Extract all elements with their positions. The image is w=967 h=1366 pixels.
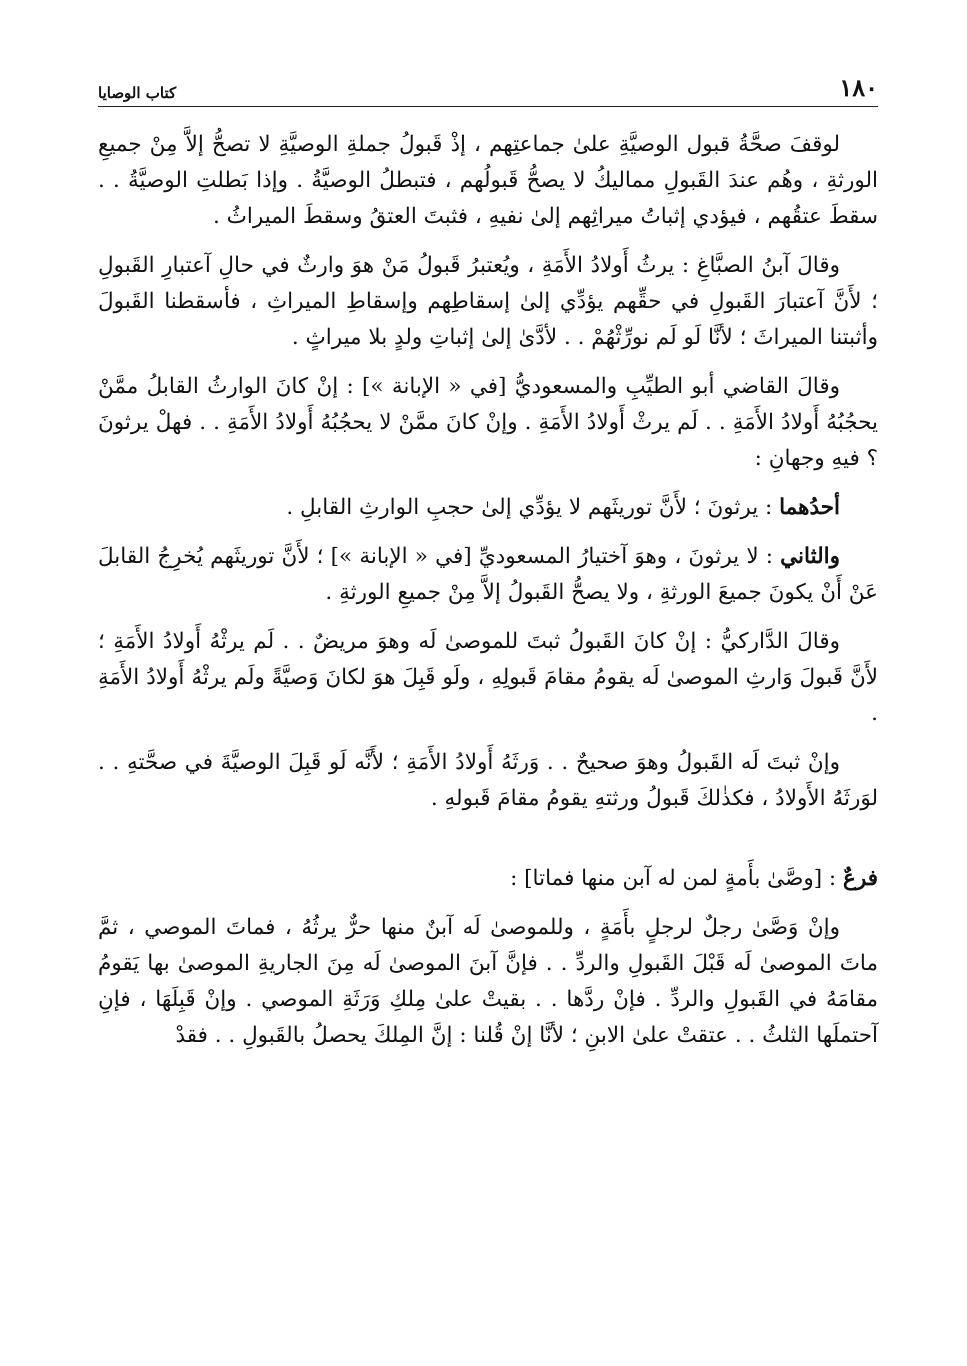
- paragraph-text: وإنْ ثبتَ لَه القَبولُ وهوَ صحيحٌ . . وَرثَهُ أَولادُ الأَمَةِ ؛ لأَنَّه لَو قَبِلَ الوصيَّةَ في صحَّتهِ . . لوَرثَهُ الأَولادُ ، فكذٰلكَ قَبولُ ورثتهِ يقومُ مقامَ قَبولهِ .: [98, 750, 878, 811]
- document-page: [98, 72, 878, 1067]
- running-title: كتاب الوصايا: [98, 84, 177, 102]
- paragraph-text: وإنْ وَصَّىٰ رجلٌ لرجلٍ بأَمَةٍ ، وللموصىٰ لَه آبنٌ منها حرٌّ يرثُهُ ، فماتَ الموصي ، ثمَّ ماتَ الموصىٰ لَه قَبْلَ القَبولِ والردِّ . . فإنَّ آبنَ الموصىٰ لَه مِنَ الجاريةِ الموصىٰ بها يَقومُ مقامَهُ في القَبولِ والردِّ . فإنْ ردَّها . . بقيتْ علىٰ مِلكِ وَرَثَةِ الموصي . وإنْ قَبِلَهَا ، فإنِ آحتملَها الثلثُ . . عتقتْ علىٰ الابنِ ؛ لأنَّا إنْ قُلنا : إنَّ المِلكَ يحصلُ بالقَبولِ . . فقدْ: [98, 915, 878, 1048]
- paragraph-3: [98, 369, 878, 477]
- paragraph-7: [98, 745, 878, 817]
- paragraph-6: [98, 624, 878, 732]
- page-number: ١٨٠: [839, 73, 878, 102]
- paragraph-text: وقالَ آبنُ الصبَّاغِ : يرثُ أَولادُ الأَمَةِ ، ويُعتبرُ قَبولُ مَنْ هوَ وارثٌ في حالِ آعتبارِ القَبولِ ؛ لأَنَّ آعتبارَ القَبولِ في حقِّهم يؤدِّي إلىٰ إسقاطِهم وإسقاطِ الميراثِ ، فأسقطنا القَبولَ وأثبتنا الميراثَ ؛ لأنَّا لَو لَم نورِّثْهُمْ . . لأدَّىٰ إلىٰ إثباتِ ولدٍ بلا ميراثٍ .: [98, 253, 878, 350]
- section-heading-far: [98, 861, 878, 897]
- section-heading-lead: فرعٌ: [843, 866, 878, 891]
- paragraph-text: لوقفَ صحَّةُ قبول الوصيَّةِ علىٰ جماعتِهم ، إذْ قَبولُ جملةِ الوصيَّةِ لا تصحُّ إلاَّ مِنْ جميعِ الورثةِ ، وهُم عندَ القَبولِ مماليكُ لا يصحُّ قَبولُهم ، فتبطلُ الوصيَّةُ . وإذا بَطلتِ الوصيَّةُ . . سقطَ عتقُهم ، فيؤدي إثباتُ ميراثِهم إلىٰ نفيهِ ، فثبتَ العتقُ وسقطَ الميراثُ .: [98, 132, 878, 229]
- paragraph-first-opinion: [98, 490, 878, 526]
- paragraph-text: : يرثونَ ؛ لأَنَّ توريثَهم لا يؤدِّي إلىٰ حجبِ الوارثِ القابلِ .: [286, 495, 780, 520]
- paragraph-lead: والثاني: [780, 544, 840, 569]
- paragraph-second-opinion: [98, 539, 878, 611]
- paragraph-2: [98, 248, 878, 356]
- paragraph-text: : لا يرثونَ ، وهوَ آختيارُ المسعوديِّ [في « الإبانة »] ؛ لأَنَّ توريثَهم يُخرِجُ القابلَ عَنْ أَنْ يكونَ جميعَ الورثةِ ، ولا يصحُّ القَبولُ إلاَّ مِنْ جميعِ الورثةِ .: [98, 544, 878, 605]
- paragraph-1: [98, 127, 878, 235]
- paragraph-text: وقالَ الدَّاركيُّ : إنْ كانَ القَبولُ ثبتَ للموصىٰ لَه وهوَ مريضٌ . . لَم يرثْهُ أَولادُ الأَمَةِ ؛ لأَنَّ قَبولَ وَارثِ الموصىٰ لَه يقومُ مقامَ قَبولِهِ ، ولَو قَبِلَ هوَ لكانَ وَصيَّةً ولَم يرثْهُ أَولادُ الأَمَةِ .: [98, 629, 878, 726]
- page-header: [98, 72, 878, 107]
- paragraph-text: وقالَ القاضي أبو الطيِّبِ والمسعوديُّ [في « الإبانة »] : إنْ كانَ الوارثُ القابلُ ممَّنْ يحجُبُهُ أَولادُ الأَمَةِ . . لَم يرثْ أَولادُ الأَمَةِ . وإنْ كانَ ممَّنْ لا يحجُبُهُ أَولادُ الأَمَةِ . . فهلْ يرثونَ ؟ فيهِ وجهانِ :: [98, 374, 878, 471]
- section-heading-text: : [وصَّىٰ بأَمةٍ لمن له آبن منها فماتا] :: [510, 866, 844, 891]
- paragraph-9: [98, 910, 878, 1054]
- paragraph-lead: أحدُهما: [779, 495, 840, 520]
